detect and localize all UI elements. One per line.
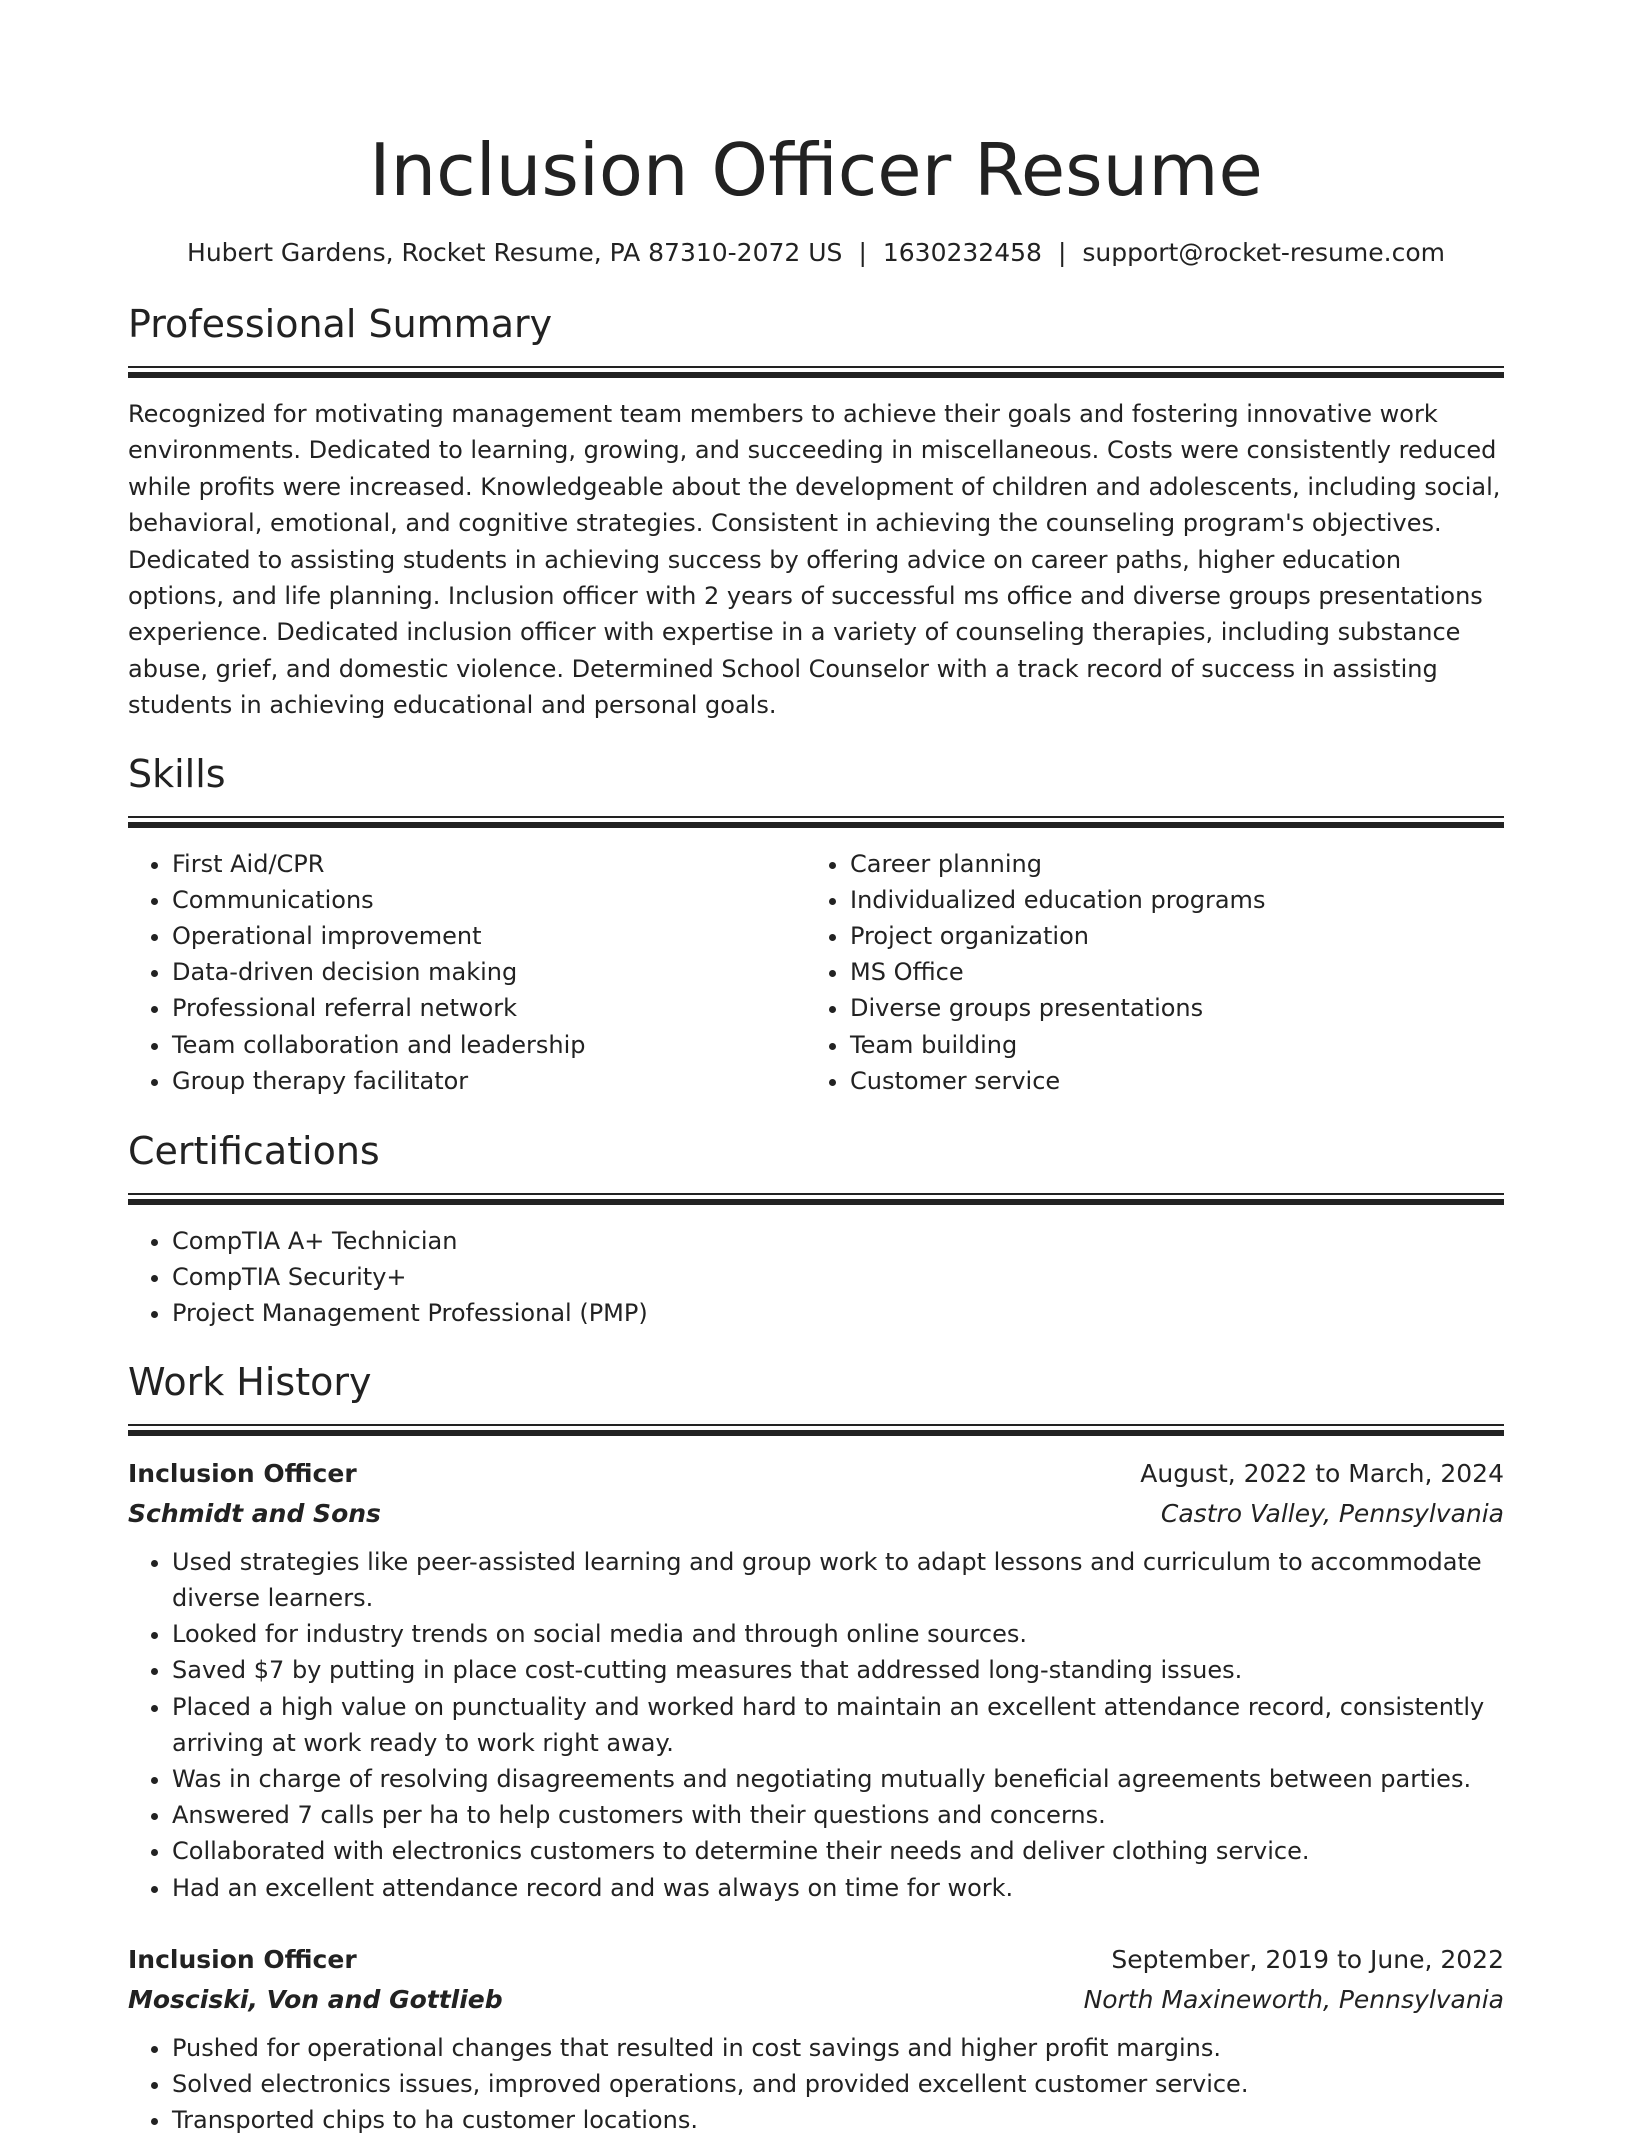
- job-subheader: [128, 1494, 1504, 1534]
- certification-item: • CompTIA A+ Technician: [172, 1223, 1504, 1259]
- summary-text: Recognized for motivating management team members to achieve their goals and fostering innovative work environments. Dedicated to learning, growing, and succeeding in miscellaneous. Costs were consistently reduced while profits were increased. Knowledgeable about the development of children and adolescents, including social, behavioral, emotional, and cognitive strategies. Consistent in achieving the counseling program's objectives. Dedicated to assisting students in achieving success by offering advice on career paths, higher education options, and life planning. Inclusion officer with 2 years of successful ms office and diverse groups presentations experience. Dedicated inclusion officer with expertise in a variety of counseling therapies, including substance abuse, grief, and domestic violence. Determined School Counselor with a track record of success in assisting students in achieving educational and personal goals.: [128, 400, 1501, 720]
- skill-item: • Individualized education programs: [850, 882, 1484, 918]
- job-bullet: • Saved $7 by putting in place cost-cutting measures that addressed long-standing issues.: [172, 1652, 1504, 1688]
- skill-item: • Project organization: [850, 918, 1484, 954]
- resume-page: [128, 0, 1504, 2138]
- job-company: Schmidt and Sons: [128, 1498, 381, 1528]
- job-dates: September, 2019 to June, 2022: [1111, 1944, 1504, 1974]
- summary-section: [128, 300, 1504, 724]
- contact-email: support@rocket-resume.com: [1082, 238, 1445, 267]
- job-title: Inclusion Officer: [128, 1944, 357, 1974]
- job-header: [128, 1940, 1504, 1980]
- job-bullet: • Collaborated with electronics customers to determine their needs and deliver clothing service.: [172, 1833, 1504, 1869]
- contact-separator: |: [1057, 238, 1067, 267]
- job-dates: August, 2022 to March, 2024: [1140, 1458, 1504, 1488]
- skill-item: • Customer service: [850, 1063, 1484, 1099]
- skill-item: • First Aid/CPR: [172, 846, 806, 882]
- job-entry: [128, 1940, 1504, 2138]
- job-location: North Maxineworth, Pennsylvania: [1083, 1984, 1504, 2014]
- contact-line: [128, 236, 1504, 270]
- job-bullet: • Looked for industry trends on social media and through online sources.: [172, 1616, 1504, 1652]
- certifications-section: [128, 1127, 1504, 1332]
- skill-item: • Team collaboration and leadership: [172, 1027, 806, 1063]
- skill-item: • Team building: [850, 1027, 1484, 1063]
- section-heading: Work History: [128, 1359, 372, 1404]
- skills-right-list: [806, 846, 1484, 1099]
- job-bullet: • Pushed for operational changes that resulted in cost savings and higher profit margins.: [172, 2030, 1504, 2066]
- section-heading: Certifications: [128, 1129, 380, 1174]
- contact-separator: |: [858, 238, 867, 267]
- contact-address: Hubert Gardens, Rocket Resume, PA 87310-2072 US: [187, 238, 843, 267]
- section-divider: [128, 366, 1504, 378]
- contact-phone: 1630232458: [882, 238, 1042, 267]
- job-bullet: • Had an excellent attendance record and was always on time for work.: [172, 1870, 1504, 1906]
- job-bullet: • Solved electronics issues, improved operations, and provided excellent customer service.: [172, 2066, 1504, 2102]
- job-bullet: • Placed a high value on punctuality and worked hard to maintain an excellent attendance record, consistently arriving at work ready to work right away.: [172, 1689, 1504, 1761]
- job-bullet: • Answered 7 calls per ha to help customers with their questions and concerns.: [172, 1797, 1504, 1833]
- job-bullet-list: [128, 1544, 1504, 1906]
- certifications-list: [128, 1223, 1504, 1332]
- skill-item: • Communications: [172, 882, 806, 918]
- skills-section: [128, 750, 1504, 1099]
- section-heading: Skills: [128, 751, 226, 796]
- section-divider: [128, 1424, 1504, 1436]
- skill-item: • MS Office: [850, 954, 1484, 990]
- skill-item: • Career planning: [850, 846, 1484, 882]
- job-company: Mosciski, Von and Gottlieb: [128, 1984, 503, 2014]
- skill-item: • Operational improvement: [172, 918, 806, 954]
- section-divider: [128, 1193, 1504, 1205]
- resume-title: Inclusion Officer Resume: [369, 128, 1263, 212]
- job-bullet: • Used strategies like peer-assisted learning and group work to adapt lessons and curriculum to accommodate diverse learners.: [172, 1544, 1504, 1616]
- job-entry: [128, 1454, 1504, 1906]
- job-title: Inclusion Officer: [128, 1458, 357, 1488]
- skills-grid: [128, 846, 1504, 1099]
- job-bullet: • Was in charge of resolving disagreements and negotiating mutually beneficial agreements between parties.: [172, 1761, 1504, 1797]
- section-divider: [128, 816, 1504, 828]
- section-heading: Professional Summary: [128, 302, 553, 346]
- skill-item: • Group therapy facilitator: [172, 1063, 806, 1099]
- skill-item: • Diverse groups presentations: [850, 990, 1484, 1026]
- skills-left-list: [128, 846, 806, 1099]
- certification-item: • CompTIA Security+: [172, 1259, 1504, 1295]
- job-header: [128, 1454, 1504, 1494]
- skill-item: • Professional referral network: [172, 990, 806, 1026]
- job-subheader: [128, 1980, 1504, 2020]
- skill-item: • Data-driven decision making: [172, 954, 806, 990]
- work-history-section: [128, 1358, 1504, 2138]
- job-bullet-list: [128, 2030, 1504, 2138]
- job-bullet: • Transported chips to ha customer locations.: [172, 2102, 1504, 2138]
- certification-item: • Project Management Professional (PMP): [172, 1295, 1504, 1331]
- job-location: Castro Valley, Pennsylvania: [1160, 1498, 1504, 1528]
